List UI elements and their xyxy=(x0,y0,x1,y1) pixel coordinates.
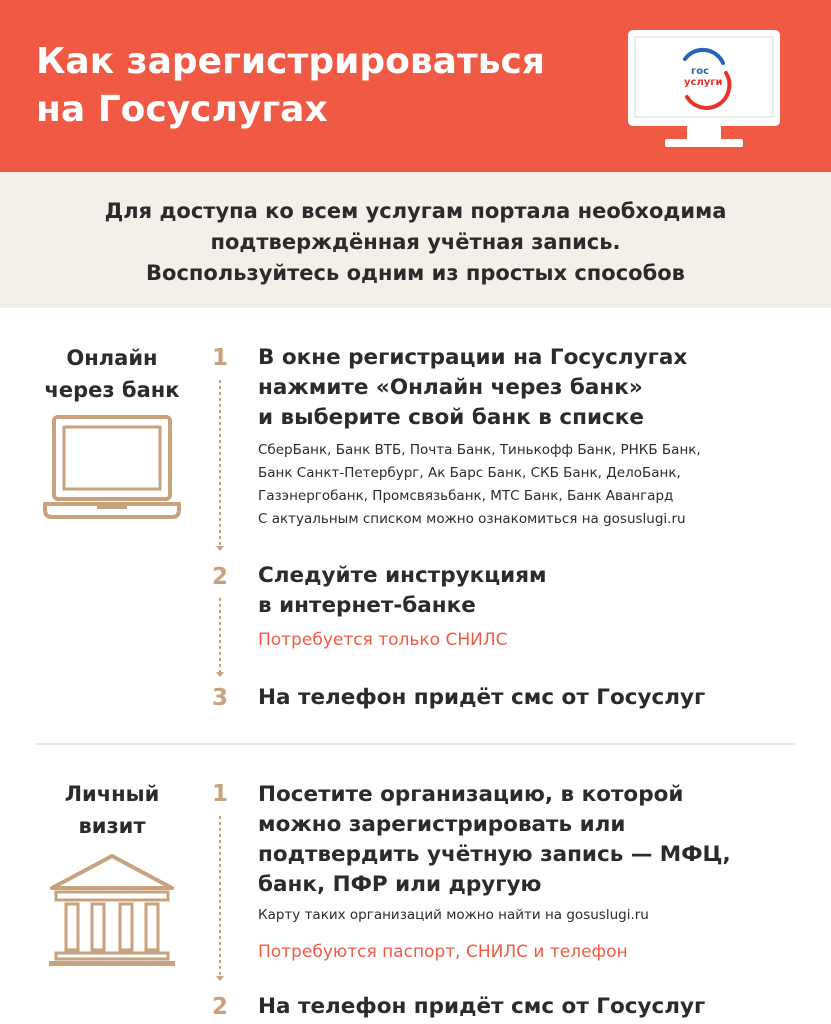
bank-list-line: С актуальным списком можно ознакомиться на gosuslugi.ru xyxy=(258,511,686,527)
visit-step-1-note: Карту таких организаций можно найти на gosuslugi.ru xyxy=(258,907,649,923)
section-label-visit-line1: Личный xyxy=(64,782,160,806)
online-step-2-requirement: Потребуется только СНИЛС xyxy=(258,630,508,650)
visit-step-1-title-line: Посетите организацию, в которой xyxy=(258,782,684,807)
bank-list-note xyxy=(258,439,818,531)
visit-step-1-title-line: можно зарегистрировать или xyxy=(258,812,626,837)
logo-text-uslugi: услуги xyxy=(684,77,723,88)
visit-step-1-requirement: Потребуются паспорт, СНИЛС и телефон xyxy=(258,942,628,962)
visit-step-2-number: 2 xyxy=(211,994,228,1020)
monitor-icon xyxy=(625,27,783,151)
section-label-online-line2: через банк xyxy=(44,378,180,402)
section-label-visit-line2: визит xyxy=(78,814,146,838)
bank-list-line: Банк Санкт-Петербург, Ак Барс Банк, СКБ Банк, ДелоБанк, xyxy=(258,465,681,481)
step-connector xyxy=(219,380,221,548)
visit-step-1-number: 1 xyxy=(211,781,228,807)
section-label-online xyxy=(22,342,202,406)
online-step-3-title: На телефон придёт смс от Госуслуг xyxy=(258,685,706,710)
page-title-line1: Как зарегистрироваться xyxy=(36,41,545,82)
logo-text-gos: гос xyxy=(691,66,710,77)
online-step-1-title-line: и выберите свой банк в списке xyxy=(258,405,644,430)
online-step-1-title-line: нажмите «Онлайн через банк» xyxy=(258,375,643,400)
step-connector xyxy=(219,598,221,674)
bank-list-line: СберБанк, Банк ВТБ, Почта Банк, Тинькофф Банк, РНКБ Банк, xyxy=(258,442,701,458)
online-step-2-title-line: Следуйте инструкциям xyxy=(258,563,547,588)
online-step-1-title xyxy=(258,343,818,433)
visit-step-1-title-line: подтвердить учётную запись — МФЦ, xyxy=(258,842,731,867)
header-banner xyxy=(0,0,831,172)
intro-line2: подтверждённая учётная запись. xyxy=(210,230,621,254)
visit-step-1-title-line: банк, ПФР или другую xyxy=(258,872,542,897)
laptop-icon xyxy=(42,414,182,522)
page-title xyxy=(36,38,596,134)
visit-step-2-title: На телефон придёт смс от Госуслуг xyxy=(258,994,706,1019)
intro-line1: Для доступа ко всем услугам портала необходима xyxy=(104,199,727,223)
section-divider xyxy=(36,743,795,745)
online-step-1-title-line: В окне регистрации на Госуслугах xyxy=(258,345,688,370)
step-connector xyxy=(219,816,221,978)
online-step-2-title-line: в интернет-банке xyxy=(258,593,476,618)
bank-building-icon xyxy=(46,852,178,968)
intro-line3: Воспользуйтесь одним из простых способов xyxy=(146,261,685,285)
intro-panel xyxy=(0,172,831,308)
online-step-2-number: 2 xyxy=(211,564,228,590)
bank-list-line: Газэнергобанк, Промсвязьбанк, МТС Банк, Банк Авангард xyxy=(258,488,674,504)
section-label-online-line1: Онлайн xyxy=(66,346,158,370)
online-step-1-number: 1 xyxy=(211,345,228,371)
section-label-visit xyxy=(22,778,202,842)
online-step-2-title xyxy=(258,561,818,621)
intro-text xyxy=(30,196,801,289)
visit-step-1-title xyxy=(258,780,818,900)
page-title-line2: на Госуслугах xyxy=(36,89,328,130)
online-step-3-number: 3 xyxy=(211,685,228,711)
